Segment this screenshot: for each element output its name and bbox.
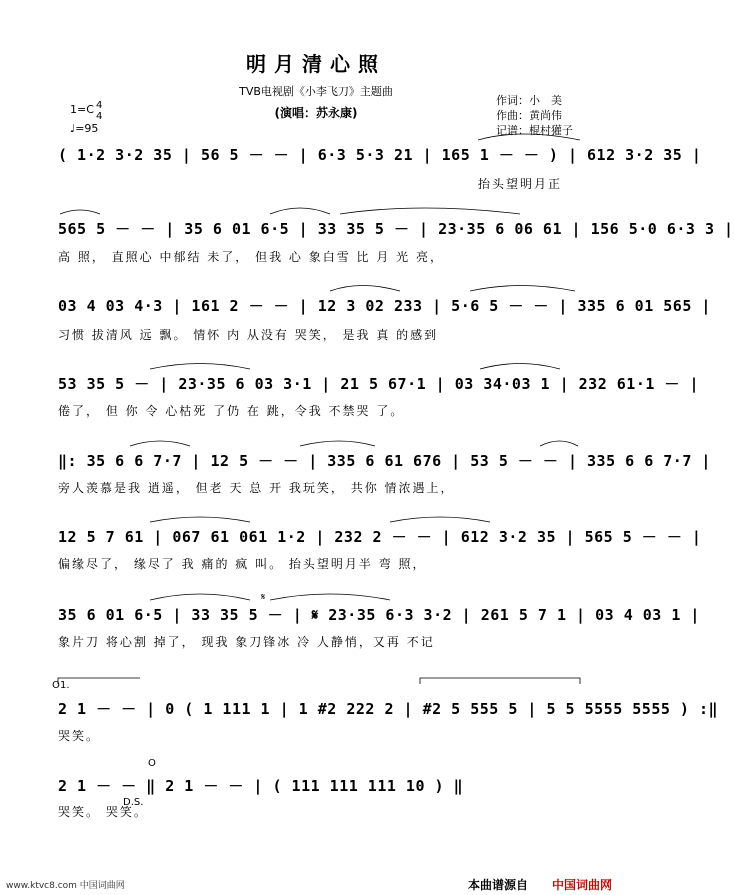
- lyrics-line-2: 高 照， 直照心 中郁结 未了， 但我 心 象白雪 比 月 光 亮，: [58, 250, 444, 264]
- slur-line-2a: [60, 210, 100, 214]
- lyrics-line-9: 哭笑。 哭笑。: [58, 805, 148, 819]
- lyricist-credit: 作词：小 美: [496, 94, 562, 107]
- slur-line-7b: [270, 594, 390, 600]
- notation-line-7: 35 6 01 6·5 | 33 35 5 － | 𝄋 23·35 6·3 3·2 | 261 5 7 1 | 03 4 03 1 |: [58, 606, 700, 624]
- ds-mark: D.S.: [123, 797, 144, 808]
- volta-bracket-1: [58, 678, 140, 684]
- song-title: 明月清心照: [246, 52, 386, 76]
- lyrics-line-4: 倦了， 但 你 令 心枯死 了仍 在 跳，令我 不禁哭 了。: [58, 404, 405, 418]
- slur-line-4b: [480, 364, 560, 370]
- notation-line-6: 12 5 7 61 | 067 61 061 1·2 | 232 2 － － | 612 3·2 35 | 565 5 － － |: [58, 528, 702, 546]
- meter-top: 4: [96, 100, 103, 111]
- slur-line-6a: [150, 517, 250, 522]
- slur-line-3a: [330, 286, 400, 292]
- slur-line-5b: [300, 441, 375, 446]
- volta-1-mark: 1.: [60, 680, 70, 691]
- footer-brand-link[interactable]: 中国词曲网: [552, 878, 613, 892]
- coda-mark-1: O: [52, 680, 60, 691]
- lyrics-line-8: 哭笑。: [58, 729, 101, 743]
- transcriber-credit: 记谱：棍村獾子: [496, 124, 573, 137]
- slur-line-4a: [150, 364, 250, 370]
- lyrics-line-7: 象片刀 将心割 掉了， 现我 象刀锋冰 冷 人静悄，又再 不记: [58, 635, 435, 649]
- slur-line-2c: [340, 208, 520, 214]
- slur-line-2b: [270, 208, 330, 214]
- slur-line-3b: [470, 286, 575, 292]
- notation-line-9: 2 1 － － ‖ 2 1 － － | ( 111 111 111 10 ) ‖: [58, 777, 464, 795]
- lyrics-line-5: 旁人羡慕是我 逍遥， 但老 天 总 开 我玩笑， 共你 情浓遇上，: [58, 481, 455, 495]
- meter-bottom: 4: [96, 111, 103, 122]
- slur-line-5a: [130, 441, 190, 446]
- coda-mark-2: O: [148, 758, 156, 769]
- notation-line-3: 03 4 03 4·3 | 161 2 － － | 12 3 02 233 | 5·6 5 － － | 335 6 01 565 |: [58, 297, 711, 315]
- key-signature: 1=C: [70, 103, 94, 116]
- notation-line-2: 565 5 － － | 35 6 01 6·5 | 33 35 5 － | 23·35 6 06 61 | 156 5·0 6·3 3 |: [58, 220, 734, 238]
- notation-line-4: 53 35 5 － | 23·35 6 03 3·1 | 21 5 67·1 | 03 34·03 1 | 232 61·1 － |: [58, 375, 699, 393]
- composer-credit: 作曲：黄尚伟: [496, 109, 562, 122]
- segno-mark: 𝄋: [261, 592, 266, 603]
- lyrics-line-6: 偏缘尽了， 缘尽了 我 痛的 疯 叫。 抬头望明月半 弯 照，: [58, 557, 427, 571]
- volta-bracket-2: [420, 678, 580, 684]
- singer-credit: (演唱：苏永康): [274, 106, 358, 120]
- tempo-marking: ♩=95: [70, 122, 99, 135]
- notation-line-1: ( 1·2 3·2 35 | 56 5 － － | 6·3 5·3 21 | 165 1 － － ) | 612 3·2 35 |: [58, 146, 702, 164]
- slur-line-7a: [150, 594, 250, 600]
- slur-line-6b: [390, 517, 490, 522]
- slur-line-5c: [540, 441, 578, 446]
- notation-line-5: ‖: 35 6 6 7·7 | 12 5 － － | 335 6 61 676 | 53 5 － － | 335 6 6 7·7 |: [58, 452, 711, 470]
- notation-line-8: 2 1 － － | 0 ( 1 111 1 | 1 #2 222 2 | #2 5 555 5 | 5 5 5555 5555 ) :‖: [58, 700, 719, 718]
- slur-line-1: [478, 134, 580, 140]
- song-subtitle: TVB电视剧《小李飞刀》主题曲: [239, 85, 393, 98]
- footer-site: www.ktvc8.com 中国词曲网: [6, 881, 125, 891]
- lyrics-line-3: 习惯 拔清风 远 飘。 情怀 内 从没有 哭笑， 是我 真 的感到: [58, 328, 439, 342]
- footer-source: 本曲谱源自: [468, 878, 529, 892]
- lyrics-line-1: 抬头望明月正: [478, 177, 563, 191]
